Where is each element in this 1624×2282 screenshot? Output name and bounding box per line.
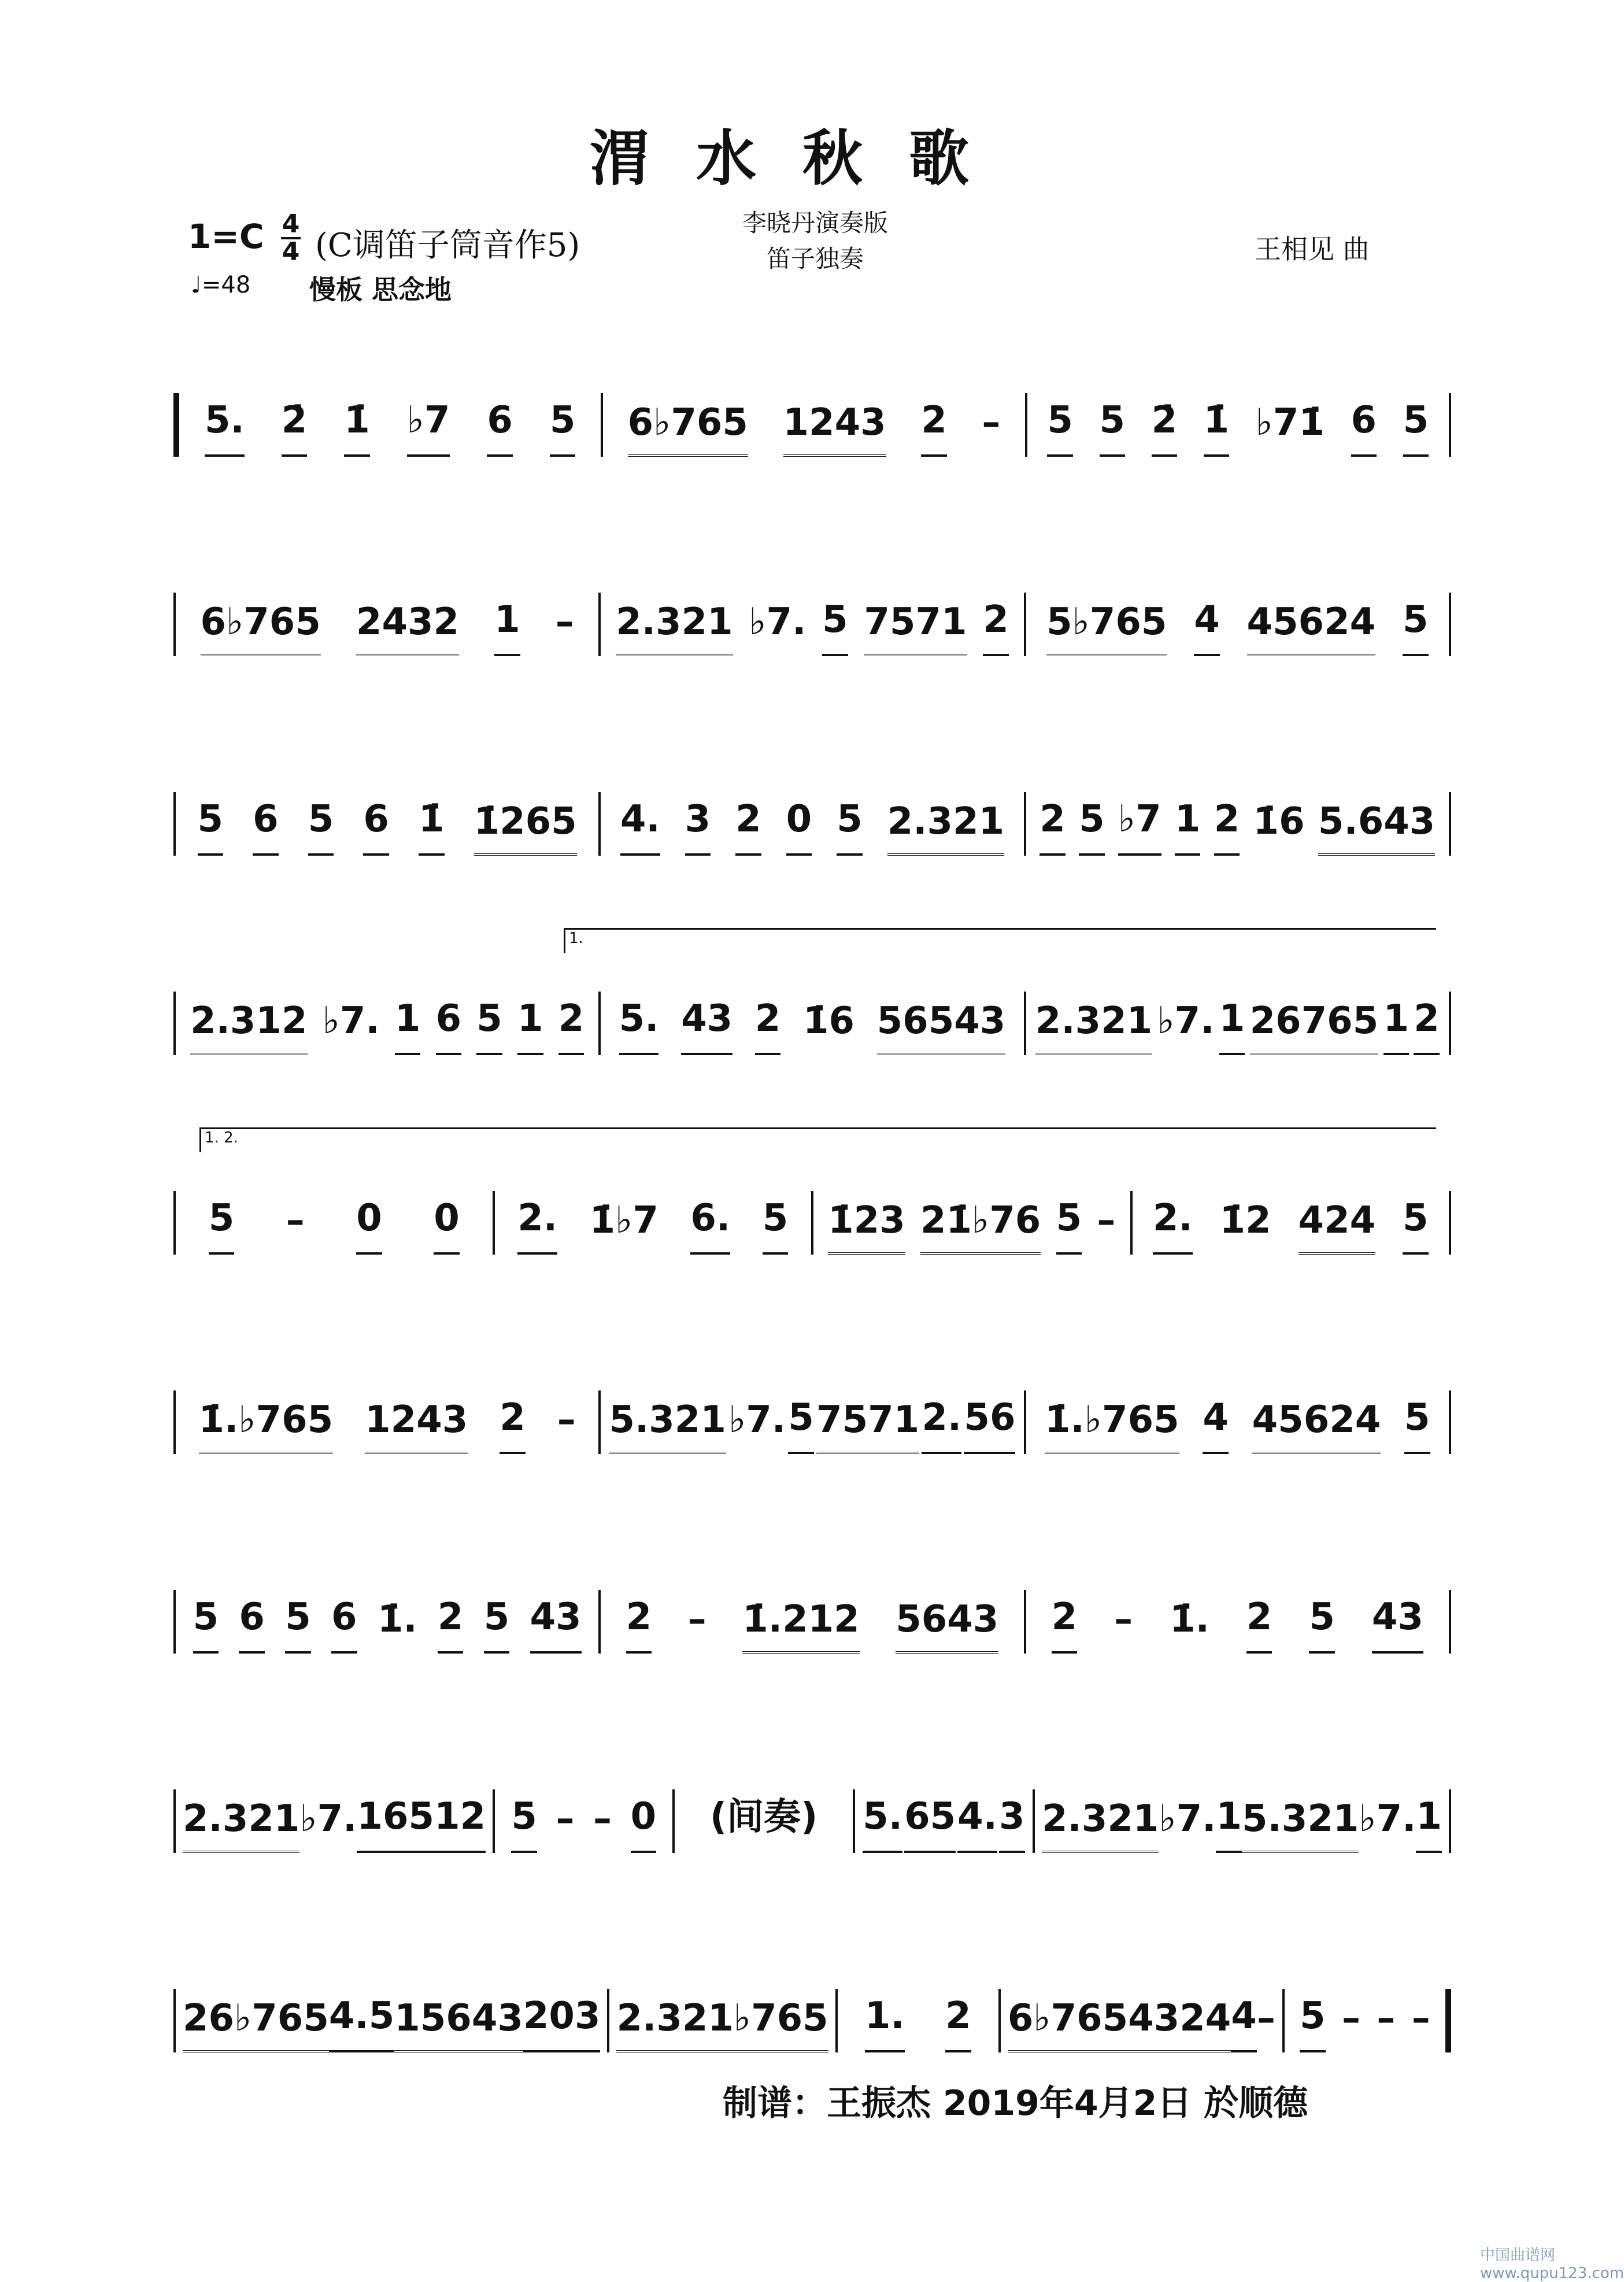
time-signature-top: 4: [282, 209, 300, 239]
note: 5: [1403, 1197, 1429, 1255]
note: 6: [331, 1596, 357, 1654]
note: 2̇: [1152, 399, 1178, 457]
note: 7571: [864, 601, 967, 656]
note: 65: [383, 1795, 434, 1853]
note: ♭7: [1118, 798, 1161, 856]
measure: [603, 399, 1024, 457]
measure: [176, 1596, 598, 1654]
note: 5: [763, 1197, 789, 1255]
note: 1243: [365, 1399, 468, 1454]
note: 4: [1203, 1396, 1229, 1454]
note: 43: [530, 1596, 582, 1654]
note: 2: [945, 1995, 971, 2052]
note: ♭765: [734, 1997, 828, 2052]
note: 0: [356, 1197, 382, 1255]
note: 5: [511, 1795, 537, 1853]
note: 6♭765: [201, 601, 321, 656]
note: 5: [1100, 399, 1126, 457]
bar-line: [1445, 1989, 1451, 2052]
measure: [176, 1396, 598, 1454]
note: 5.321: [609, 1399, 726, 1454]
watermark: 中国曲谱网 www.qupu123.com: [1480, 2247, 1624, 2282]
note: 1̇23: [828, 1199, 905, 1255]
measure: [855, 1795, 1033, 1853]
note: ♭7.: [322, 1000, 380, 1042]
note: 6♭765: [1008, 1997, 1128, 2052]
note: 5: [1300, 1995, 1326, 2052]
measure: [838, 1995, 998, 2052]
note: 5: [837, 798, 863, 856]
measure: [1285, 1995, 1445, 2052]
note: 5: [285, 1596, 311, 1654]
note: 7571: [816, 1399, 919, 1454]
note: 1̇6: [1253, 800, 1305, 843]
note: 4.: [957, 1795, 997, 1853]
note: 15643: [394, 1997, 523, 2052]
measure: [179, 399, 601, 457]
bar-line: [1449, 393, 1451, 457]
note: 56: [964, 1396, 1015, 1454]
note: 0: [434, 1197, 460, 1255]
note: 2.: [1153, 1197, 1193, 1255]
note: 1: [517, 997, 543, 1055]
note: 4: [1194, 598, 1220, 656]
note: 5: [788, 1396, 814, 1454]
note-line: [173, 1390, 1451, 1454]
note: 3: [999, 1795, 1025, 1853]
note: 6♭765: [628, 401, 748, 457]
bar-line: [1449, 1590, 1451, 1654]
note-line: [173, 1989, 1451, 2052]
measure: [1133, 1197, 1449, 1255]
bar-line: [1449, 1789, 1451, 1853]
note: –: [1114, 1598, 1133, 1641]
note: –: [687, 1598, 706, 1641]
note: 5: [1079, 798, 1105, 856]
flute-fingering-note: (C调笛子筒音作5): [315, 227, 580, 264]
note: 1̇: [1204, 399, 1230, 457]
note: ♭71̇: [1255, 401, 1325, 444]
note: 2: [735, 798, 761, 856]
note: 1̇: [419, 798, 445, 856]
note: 65: [904, 1795, 956, 1853]
note: 2.321: [887, 800, 1004, 856]
note: 424: [1299, 1199, 1376, 1255]
bar-line: [1449, 593, 1451, 656]
note: 5: [476, 997, 502, 1055]
note: 2: [626, 1596, 652, 1654]
note: 5♭765: [1046, 601, 1167, 656]
note: 12: [434, 1795, 486, 1853]
note: 1: [1219, 997, 1245, 1055]
composer: 王相见 曲: [1255, 234, 1370, 265]
measure: [1026, 1596, 1449, 1654]
note: 2.321: [616, 601, 733, 656]
note: 2.321: [1035, 1000, 1152, 1055]
note: 43: [1372, 1596, 1423, 1654]
measure: [601, 1596, 1023, 1654]
note: 6: [487, 399, 513, 457]
note: 2: [755, 997, 781, 1055]
note: 2: [558, 997, 585, 1055]
note: 1̇♭7: [589, 1199, 659, 1242]
measure: [1035, 1795, 1449, 1853]
note: –: [556, 1798, 575, 1840]
bar-line: [1449, 1191, 1451, 1255]
measure: [1026, 1396, 1449, 1454]
note: 5.: [619, 997, 659, 1055]
bar-line: [1449, 792, 1451, 856]
note: 5643: [896, 1598, 998, 1654]
score-row: [0, 887, 1605, 1042]
score-row: [0, 1486, 1605, 1641]
note: 2.321: [1042, 1798, 1159, 1853]
note: 5: [193, 1596, 219, 1654]
note: 2.321: [183, 1798, 299, 1853]
note: 1̇: [344, 399, 370, 457]
note: –: [557, 1399, 576, 1441]
note-line: [173, 593, 1451, 656]
measure: [609, 1997, 835, 2052]
note: 1: [1216, 1795, 1242, 1853]
key-signature: 1=C: [188, 217, 264, 256]
note: 5: [1403, 399, 1429, 457]
note: 1: [494, 598, 520, 656]
note: 1̇6: [802, 1000, 855, 1042]
note: 1: [1416, 1795, 1442, 1853]
note: 1̇265: [474, 800, 577, 856]
measure: [176, 798, 598, 856]
note: 43: [681, 997, 733, 1055]
note: 1̇.: [377, 1598, 417, 1641]
note: 1̇2: [1219, 1199, 1271, 1242]
note: 3: [685, 798, 711, 856]
performer-info: [705, 205, 925, 277]
time-signature: [281, 209, 301, 267]
note: 2.: [922, 1396, 961, 1454]
note: 2: [500, 1396, 526, 1454]
measure: [1027, 399, 1449, 457]
measure: [495, 1795, 672, 1853]
note: 2: [438, 1596, 464, 1654]
note-line: [173, 792, 1451, 856]
note: 6: [239, 1596, 265, 1654]
note: 1: [357, 1795, 383, 1853]
score-row: [0, 688, 1605, 843]
note-line: [173, 1191, 1451, 1255]
note: 6.: [690, 1197, 730, 1255]
note: 5: [1404, 1396, 1430, 1454]
note: 0: [786, 798, 812, 856]
note: 5: [209, 1197, 235, 1255]
page-title: 渭水秋歌: [589, 123, 1015, 194]
note: 45624: [1247, 601, 1376, 656]
measure: [176, 997, 598, 1055]
note: –: [1341, 1997, 1360, 2040]
measure: [1026, 798, 1449, 856]
note: 2̇: [282, 399, 308, 457]
note: 2: [1214, 798, 1240, 856]
note: 4.: [620, 798, 660, 856]
performer-line-2: 笛子独奏: [766, 245, 864, 273]
note: 0: [549, 1995, 575, 2052]
measure: [601, 997, 1023, 1055]
note: 6: [253, 798, 279, 856]
note: –: [1411, 1997, 1430, 2040]
note-line: [173, 1590, 1451, 1654]
score-row: [0, 289, 1605, 444]
measure: [675, 1796, 852, 1853]
measure: [601, 1396, 1023, 1454]
measure: [176, 1795, 493, 1853]
note: (间奏): [709, 1796, 818, 1839]
note: 21̇♭76: [920, 1199, 1041, 1255]
note-line: [173, 992, 1451, 1055]
note: –: [555, 601, 574, 643]
note: 2: [1039, 798, 1066, 856]
note: –: [593, 1798, 612, 1840]
note: ♭7.: [1359, 1798, 1416, 1840]
note: 5: [308, 798, 334, 856]
tempo-marking: ♩=48: [191, 272, 251, 298]
note: 56543: [877, 1000, 1006, 1055]
note: 5.643: [1318, 800, 1435, 856]
score-row: [0, 489, 1605, 643]
note: 26765: [1250, 1000, 1379, 1055]
expression-marking: 慢板 思念地: [309, 274, 452, 305]
note: 6: [363, 798, 389, 856]
note: 2: [921, 399, 947, 457]
score-row: [0, 1087, 1605, 1242]
note: 4.: [329, 1995, 369, 2052]
note: 45624: [1252, 1399, 1381, 1454]
note: 1̇.: [1170, 1598, 1209, 1641]
measure: [176, 1995, 607, 2052]
note: ♭7: [407, 399, 450, 457]
note: 2.312: [190, 1000, 307, 1055]
note: 5: [1309, 1596, 1335, 1654]
note: 5: [1056, 1197, 1082, 1255]
note: 2.: [517, 1197, 557, 1255]
note: 1̇.♭765: [1045, 1399, 1179, 1454]
note: 1̇.♭765: [199, 1399, 334, 1454]
note: 5: [198, 798, 224, 856]
bar-line: [1449, 1390, 1451, 1454]
measure: [495, 1197, 812, 1255]
measure: [176, 1197, 493, 1255]
volta-ending: 1. 2.: [199, 1127, 1436, 1152]
measure: [1026, 997, 1449, 1055]
note: 1̇.212: [742, 1598, 859, 1654]
note: 5: [822, 598, 848, 656]
score-row: [0, 1286, 1605, 1441]
note: 1243: [783, 401, 886, 457]
measure: [176, 598, 598, 656]
note: 1: [1175, 798, 1201, 856]
note: 5: [1047, 399, 1073, 457]
note: 2432: [356, 601, 459, 656]
note: 3: [575, 1995, 601, 2052]
score-row: [0, 1885, 1605, 2040]
note: 5: [1403, 598, 1429, 656]
measure: [1001, 1995, 1282, 2052]
note: 5: [484, 1596, 510, 1654]
note: 1.: [865, 1995, 905, 2052]
note: 5.: [863, 1795, 902, 1853]
note: ♭7.: [728, 1399, 786, 1441]
measure: [601, 598, 1023, 656]
note: 6: [1351, 399, 1377, 457]
note: 26♭765: [183, 1997, 329, 2052]
note: ♭7.: [299, 1798, 357, 1840]
note: 4: [1231, 1995, 1257, 2052]
note: 6: [436, 997, 462, 1055]
note: 2: [983, 598, 1009, 656]
performer-line-1: 李晓丹演奏版: [742, 209, 888, 237]
note: 2: [523, 1995, 549, 2052]
note: 2: [1414, 997, 1440, 1055]
note: 1: [1383, 997, 1410, 1055]
note: 5: [550, 399, 576, 457]
note: 5: [369, 1995, 395, 2052]
note: –: [982, 401, 1001, 444]
note: –: [1097, 1199, 1116, 1242]
note: 5.: [205, 399, 245, 457]
note: 2: [1246, 1596, 1272, 1654]
note: 0: [631, 1795, 657, 1853]
note: 2: [1052, 1596, 1078, 1654]
volta-ending: 1.: [564, 928, 1436, 953]
note-line: [173, 393, 1451, 457]
note: 1: [395, 997, 421, 1055]
note: –: [1256, 1997, 1275, 2040]
note: 4324: [1128, 1997, 1231, 2052]
measure: [813, 1197, 1130, 1255]
note: ♭7.: [1159, 1798, 1216, 1840]
note: ♭7.: [1157, 1000, 1215, 1042]
measure: [601, 798, 1023, 856]
note: ♭7.: [749, 601, 807, 643]
time-signature-bottom: 4: [282, 237, 300, 267]
note-line: [173, 1789, 1451, 1853]
note: 5.321: [1242, 1798, 1359, 1853]
measure: [1026, 598, 1449, 656]
note: 2.321: [616, 1997, 733, 2052]
transcriber-credit: 制谱：王振杰 2019年4月2日 於顺德: [723, 2083, 1308, 2124]
bar-line: [173, 393, 179, 457]
note: –: [286, 1199, 305, 1242]
bar-line: [1449, 992, 1451, 1055]
score-row: [0, 1685, 1605, 1840]
note: –: [1377, 1997, 1396, 2040]
